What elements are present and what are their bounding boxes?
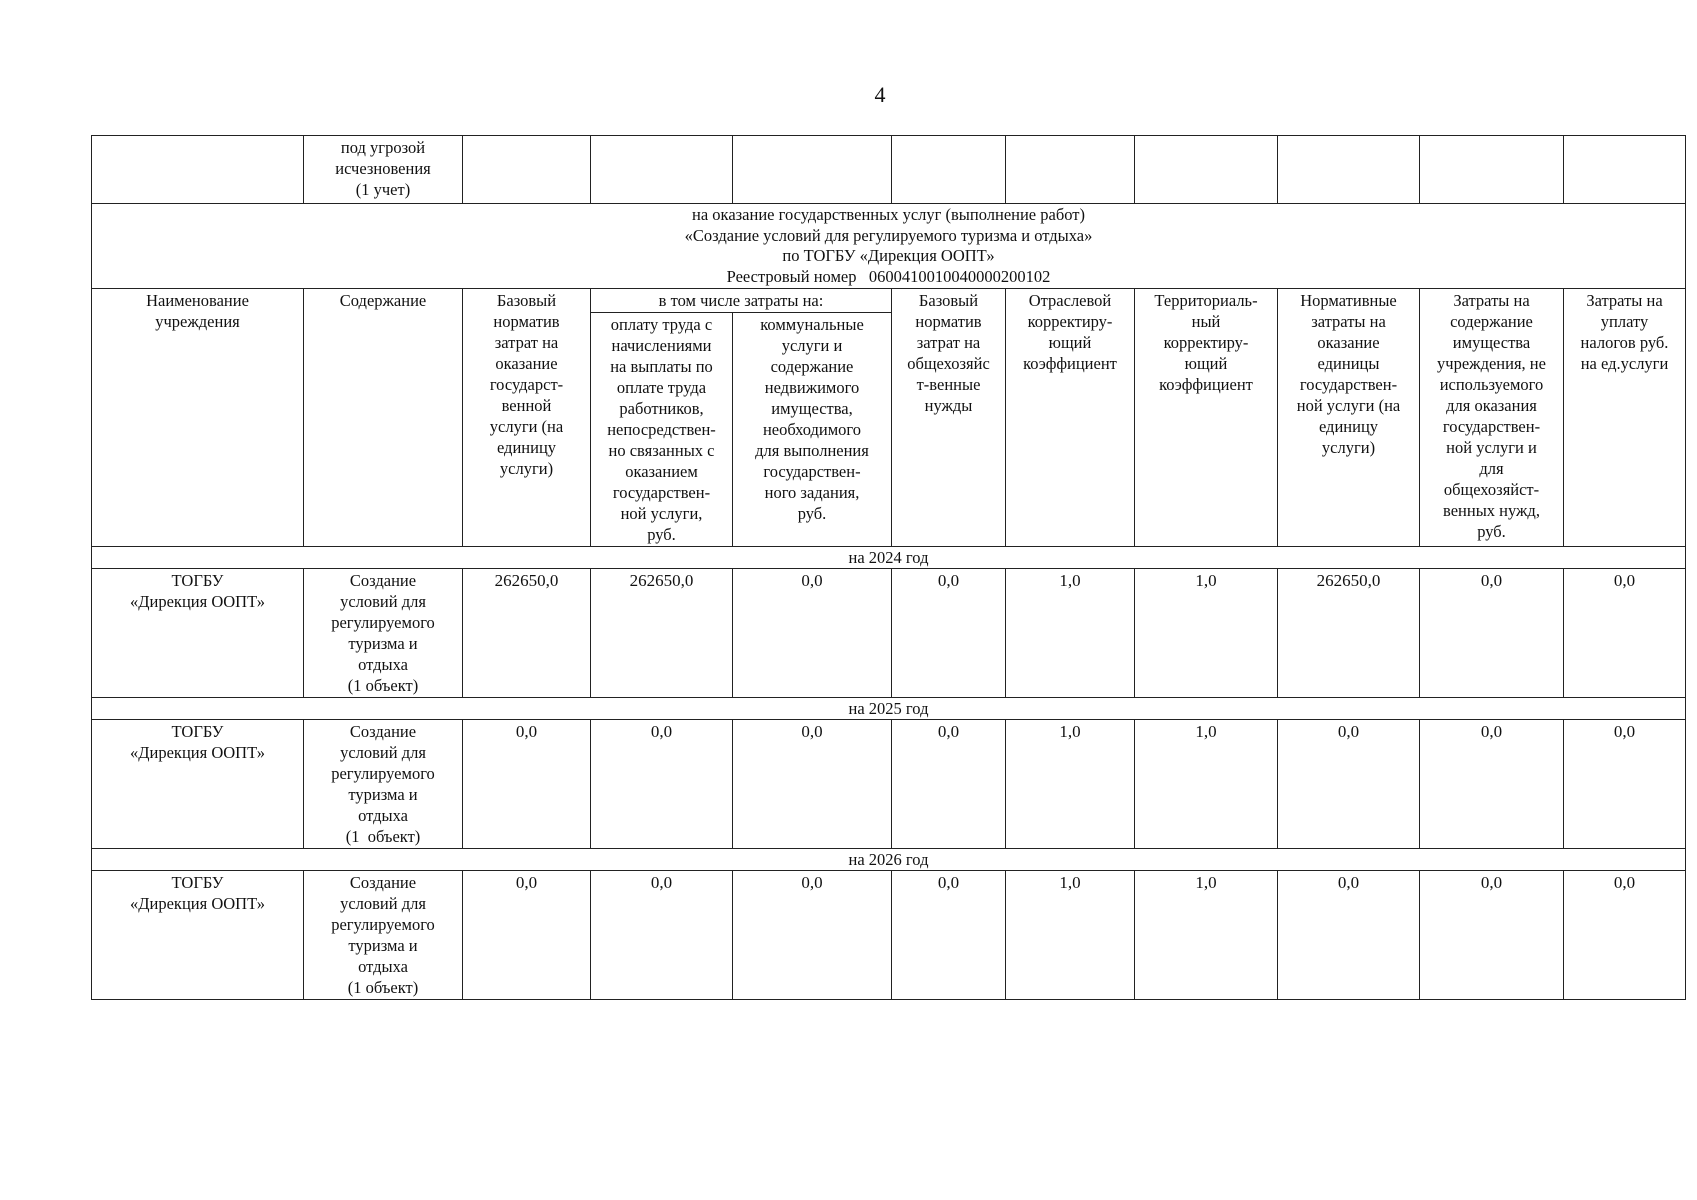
header-line: государствен- xyxy=(763,462,861,481)
value-cell: 0,0 xyxy=(1420,871,1564,1000)
header-line: оказание xyxy=(495,354,558,373)
cell-empty xyxy=(1278,136,1420,204)
year-header-row xyxy=(92,547,1686,569)
header-line: т-венные xyxy=(916,375,981,394)
header-line: для xyxy=(1479,459,1504,478)
cell-line: Создание xyxy=(349,722,417,741)
cell-line: отдыха xyxy=(358,655,408,674)
header-line: ного задания, xyxy=(764,483,860,502)
value-cell: 1,0 xyxy=(1135,871,1278,1000)
content-cell xyxy=(304,720,463,849)
cell-empty xyxy=(1420,136,1564,204)
header-line: государствен- xyxy=(1442,417,1541,436)
cell-empty xyxy=(1564,136,1686,204)
year-label: на 2024 год xyxy=(92,547,1686,569)
content-line: исчезновения xyxy=(335,159,431,178)
header-line: учреждения, не xyxy=(1437,354,1546,373)
cell-line: ТОГБУ xyxy=(171,722,224,741)
cell-line: условий для xyxy=(340,592,426,611)
page-number: 4 xyxy=(874,82,886,107)
header-territorial-coefficient xyxy=(1135,289,1278,547)
header-line: ный xyxy=(1191,312,1221,331)
header-line: коэффициент xyxy=(1159,375,1253,394)
header-content: Содержание xyxy=(304,289,463,547)
header-line: налогов руб. xyxy=(1580,333,1669,352)
value-cell: 0,0 xyxy=(733,871,892,1000)
cell-line: ТОГБУ xyxy=(171,873,224,892)
header-line: оказанием xyxy=(625,462,698,481)
header-line: недвижимого xyxy=(764,378,860,397)
value-cell: 1,0 xyxy=(1006,569,1135,698)
header-line: Нормативные xyxy=(1300,291,1397,310)
header-general-needs xyxy=(892,289,1006,547)
institution-cell xyxy=(92,569,304,698)
value-cell: 0,0 xyxy=(1420,569,1564,698)
header-base-norm xyxy=(463,289,591,547)
header-row xyxy=(92,289,1686,313)
header-line: общехозяйст- xyxy=(1443,480,1540,499)
value-cell: 0,0 xyxy=(1564,871,1686,1000)
cost-norms-table xyxy=(91,135,1686,1000)
header-line: Территориаль- xyxy=(1154,291,1258,310)
header-line: единицы xyxy=(1317,354,1380,373)
header-line: для выполнения xyxy=(755,441,869,460)
header-line: на ед.услуги xyxy=(1580,354,1669,373)
header-line: на выплаты по xyxy=(610,357,713,376)
header-line: затраты на xyxy=(1311,312,1386,331)
header-line: но связанных с xyxy=(608,441,715,460)
year-label: на 2025 год xyxy=(92,698,1686,720)
cell-line: отдыха xyxy=(358,806,408,825)
header-line: Базовый xyxy=(496,291,557,310)
cell-line: ТОГБУ xyxy=(171,571,224,590)
registry-number: Реестровый номер 0600410010040000200102 xyxy=(726,266,1051,286)
header-line: ющий xyxy=(1184,354,1228,373)
header-line: ющий xyxy=(1048,333,1092,352)
table-row xyxy=(92,871,1686,1000)
content-line: под угрозой xyxy=(340,138,426,157)
continuation-row xyxy=(92,136,1686,204)
value-cell: 262650,0 xyxy=(463,569,591,698)
cell-empty xyxy=(1135,136,1278,204)
header-line: работников, xyxy=(619,399,704,418)
header-line: корректиру- xyxy=(1027,312,1113,331)
value-cell: 0,0 xyxy=(1278,871,1420,1000)
header-line: руб. xyxy=(1477,522,1506,541)
value-cell: 0,0 xyxy=(591,720,733,849)
header-line: учреждения xyxy=(155,312,240,331)
header-including: в том числе затраты на: xyxy=(591,289,892,313)
header-line: содержание xyxy=(770,357,854,376)
header-line: затрат на xyxy=(494,333,559,352)
header-line: оплату труда с xyxy=(610,315,713,334)
header-line: единицу xyxy=(1318,417,1379,436)
header-line: ной услуги (на xyxy=(1296,396,1401,415)
cell-empty xyxy=(733,136,892,204)
cell-line: «Дирекция ООПТ» xyxy=(130,592,265,611)
header-line: венных нужд, xyxy=(1443,501,1540,520)
header-line: услуги) xyxy=(499,459,554,478)
content-cell xyxy=(304,569,463,698)
header-line: для оказания xyxy=(1446,396,1537,415)
value-cell: 0,0 xyxy=(733,720,892,849)
value-cell: 0,0 xyxy=(463,871,591,1000)
value-cell: 0,0 xyxy=(892,871,1006,1000)
header-line: непосредствен- xyxy=(607,420,716,439)
cell-line: туризма и xyxy=(348,785,418,804)
content-line: (1 учет) xyxy=(355,180,411,199)
header-line: Затраты на xyxy=(1586,291,1663,310)
cell-line: «Дирекция ООПТ» xyxy=(130,894,265,913)
cell-line: регулируемого xyxy=(331,764,435,783)
cell-line: Создание xyxy=(349,873,417,892)
header-taxes xyxy=(1564,289,1686,547)
cell-empty xyxy=(92,136,304,204)
header-line: оплате труда xyxy=(616,378,707,397)
header-line: единицу xyxy=(496,438,557,457)
value-cell: 0,0 xyxy=(463,720,591,849)
table-row xyxy=(92,569,1686,698)
value-cell: 1,0 xyxy=(1006,871,1135,1000)
header-line: государствен- xyxy=(1299,375,1398,394)
header-line: необходимого xyxy=(762,420,862,439)
institution-cell xyxy=(92,871,304,1000)
header-sector-coefficient xyxy=(1006,289,1135,547)
value-cell: 1,0 xyxy=(1006,720,1135,849)
header-line: нужды xyxy=(924,396,973,415)
header-line: уплату xyxy=(1600,312,1649,331)
cell-line: «Дирекция ООПТ» xyxy=(130,743,265,762)
header-line: Затраты на xyxy=(1453,291,1530,310)
year-label: на 2026 год xyxy=(92,849,1686,871)
header-line: коммунальные xyxy=(760,315,864,334)
header-line: начислениями xyxy=(611,336,712,355)
cell-line: Создание xyxy=(349,571,417,590)
header-line: затрат на xyxy=(916,333,981,352)
header-line: услуги) xyxy=(1321,438,1376,457)
header-line: государствен- xyxy=(612,483,711,502)
cell-empty xyxy=(591,136,733,204)
cell-empty xyxy=(892,136,1006,204)
header-line: имущества xyxy=(1452,333,1531,352)
cell-line: отдыха xyxy=(358,957,408,976)
year-header-row xyxy=(92,849,1686,871)
value-cell: 1,0 xyxy=(1135,720,1278,849)
header-line: корректиру- xyxy=(1163,333,1249,352)
header-utilities xyxy=(733,313,892,547)
header-line: оказание xyxy=(1317,333,1380,352)
content-cell xyxy=(304,871,463,1000)
cell-line: условий для xyxy=(340,894,426,913)
header-line: услуги (на xyxy=(489,417,564,436)
header-line: Базовый xyxy=(918,291,979,310)
value-cell: 0,0 xyxy=(1278,720,1420,849)
cell-line: регулируемого xyxy=(331,613,435,632)
service-banner-row xyxy=(92,204,1686,289)
header-labor xyxy=(591,313,733,547)
cell-line: (1 объект) xyxy=(347,676,419,695)
service-banner xyxy=(92,204,1686,289)
header-line: норматив xyxy=(493,312,560,331)
header-normative-costs xyxy=(1278,289,1420,547)
banner-line: на оказание государственных услуг (выполнение работ) xyxy=(692,205,1085,224)
header-line: общехозяйс xyxy=(907,354,990,373)
cell-empty xyxy=(463,136,591,204)
continuation-content-cell xyxy=(304,136,463,204)
header-line: руб. xyxy=(797,504,827,523)
header-unused-property xyxy=(1420,289,1564,547)
value-cell: 0,0 xyxy=(1420,720,1564,849)
banner-line: по ТОГБУ «Дирекция ООПТ» xyxy=(782,246,995,265)
header-line: венной xyxy=(501,396,552,415)
header-line: содержание xyxy=(1450,312,1533,331)
value-cell: 0,0 xyxy=(1564,569,1686,698)
header-line: норматив xyxy=(915,312,982,331)
table-row xyxy=(92,720,1686,849)
header-line: ной услуги, xyxy=(620,504,703,523)
value-cell: 0,0 xyxy=(892,720,1006,849)
value-cell: 0,0 xyxy=(1564,720,1686,849)
cell-line: условий для xyxy=(340,743,426,762)
cell-line: туризма и xyxy=(348,936,418,955)
cell-line: регулируемого xyxy=(331,915,435,934)
institution-cell xyxy=(92,720,304,849)
cell-empty xyxy=(1006,136,1135,204)
banner-line: «Создание условий для регулируемого туризма и отдыха» xyxy=(684,225,1093,245)
header-line: услуги и xyxy=(781,336,843,355)
value-cell: 0,0 xyxy=(733,569,892,698)
header-line: используемого xyxy=(1439,375,1544,394)
value-cell: 262650,0 xyxy=(1278,569,1420,698)
header-line: коэффициент xyxy=(1023,354,1117,373)
header-line: Отраслевой xyxy=(1028,291,1112,310)
header-line: Наименование xyxy=(146,291,249,310)
year-header-row xyxy=(92,698,1686,720)
header-institution xyxy=(92,289,304,547)
header-line: государст- xyxy=(489,375,564,394)
value-cell: 1,0 xyxy=(1135,569,1278,698)
value-cell: 0,0 xyxy=(591,871,733,1000)
header-line: имущества, xyxy=(771,399,853,418)
value-cell: 262650,0 xyxy=(591,569,733,698)
value-cell: 0,0 xyxy=(892,569,1006,698)
cell-line: (1 объект) xyxy=(347,978,419,997)
cell-line: туризма и xyxy=(348,634,418,653)
header-line: руб. xyxy=(647,525,676,544)
cell-line: (1 объект) xyxy=(345,827,421,846)
header-line: ной услуги и xyxy=(1446,438,1537,457)
